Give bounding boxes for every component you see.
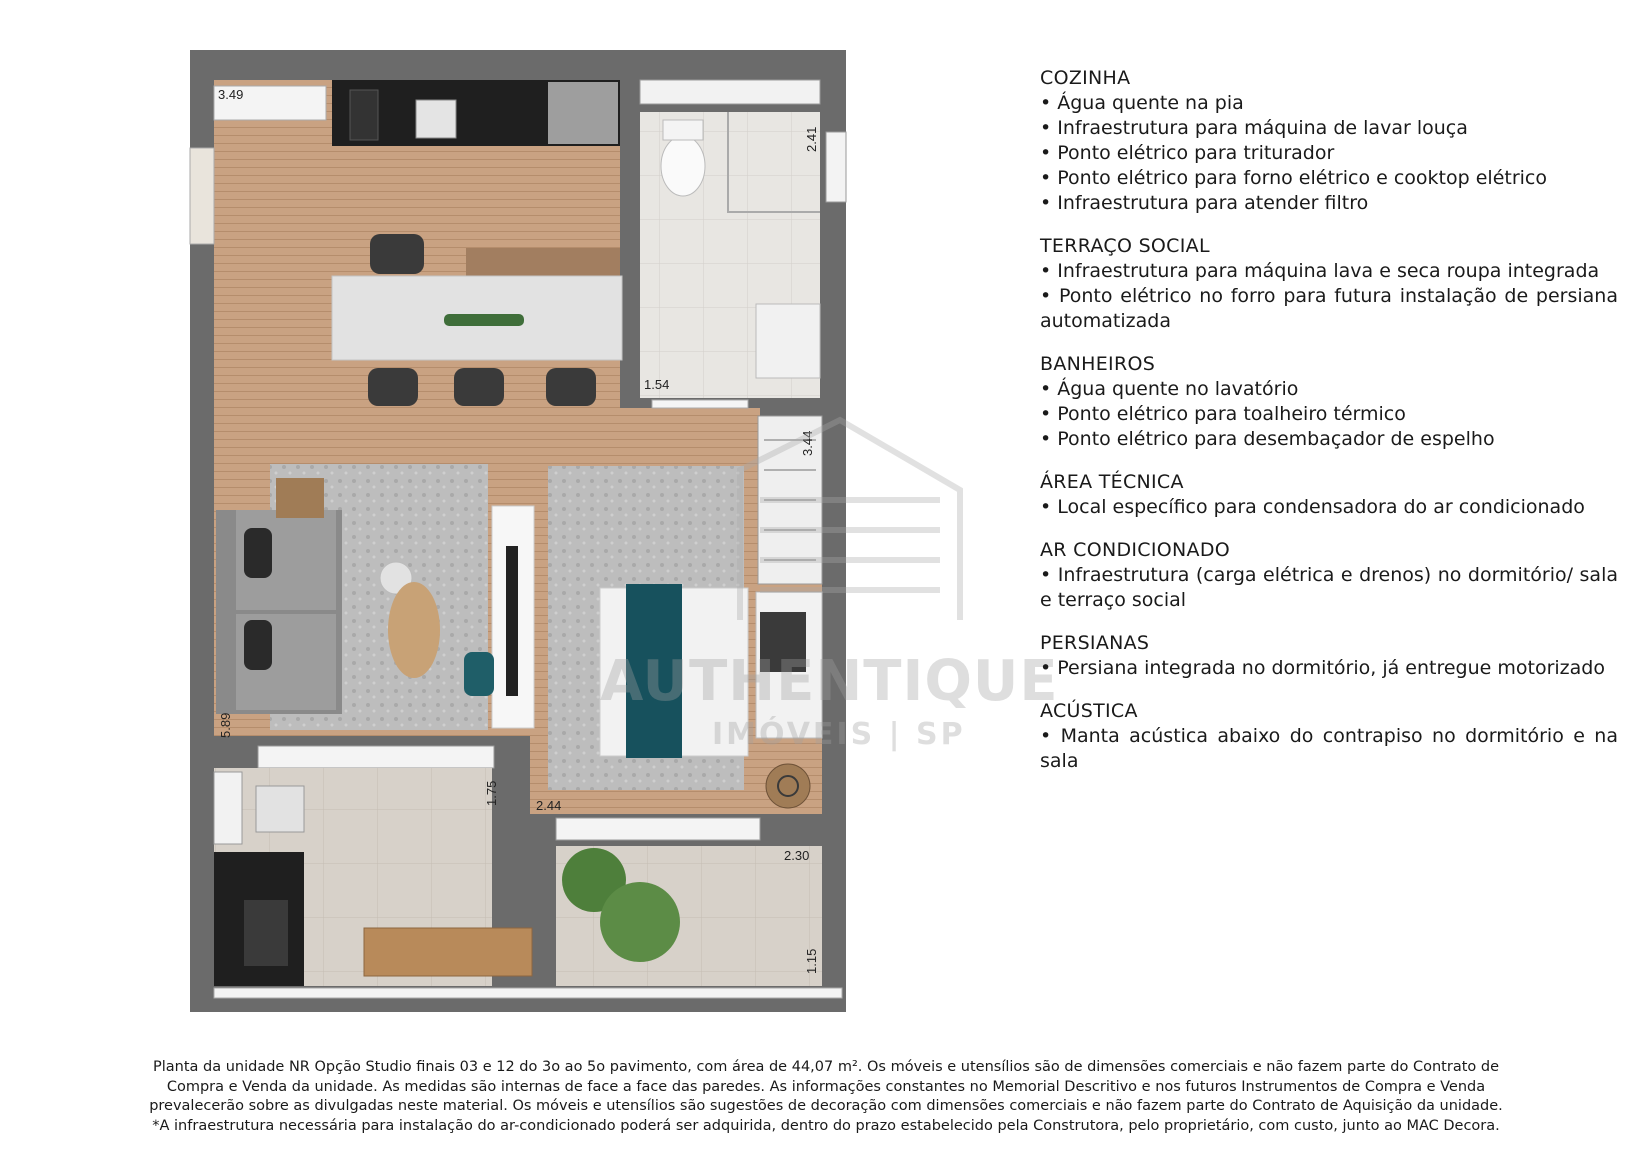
bathroom-door (652, 400, 748, 408)
dining-chair (546, 368, 596, 406)
feature-section-acustica (1040, 699, 1618, 774)
section-title: BANHEIROS (1040, 353, 1156, 375)
service-cabinet (214, 772, 242, 844)
watermark-line2: IMÓVEIS | SP (712, 717, 966, 752)
side-table (276, 478, 324, 518)
refrigerator (548, 82, 618, 144)
feature-section-persianas (1040, 631, 1618, 681)
dim-terrace-depth: 1.15 (804, 948, 819, 974)
feature-item: • Ponto elétrico no forro para futura instalação de persiana automatizada (1040, 285, 1618, 332)
kitchen-sink (416, 100, 456, 138)
bedroom-window (556, 818, 760, 840)
terrace-plant (600, 882, 680, 962)
table-plant (444, 314, 524, 326)
toilet (661, 136, 705, 196)
living-floor-extension (620, 408, 760, 464)
kitchen-window (190, 148, 214, 244)
footnote-line: prevalecerão sobre as divulgadas neste material. Os móveis e utensílios são sugestões de decoração com dimensões comerciais e não fazem parte do Contrato de Aquisição da unidade. (149, 1098, 1503, 1114)
footnote-line: Planta da unidade NR Opção Studio finais 03 e 12 do 3o ao 5o pavimento, com área de 44,07 m². Os móveis e utensílios são de dimensões comerciais e não fazem parte do Contrato de (153, 1059, 1499, 1075)
feature-item: • Persiana integrada no dormitório, já entregue motorizado (1040, 657, 1605, 679)
dim-bedroom-width: 2.44 (536, 798, 562, 813)
dining-chair (454, 368, 504, 406)
tv (506, 546, 518, 696)
dim-living-depth: 5.89 (218, 712, 233, 738)
dining-chair (370, 234, 424, 274)
grill (244, 900, 288, 966)
sofa-cushion (244, 528, 272, 578)
living-window (258, 746, 494, 768)
feature-item: • Ponto elétrico para desembaçador de espelho (1040, 428, 1495, 450)
feature-item: • Água quente no lavatório (1040, 378, 1299, 400)
feature-item: • Infraestrutura para máquina de lavar louça (1040, 117, 1468, 139)
feature-item: • Manta acústica abaixo do contrapiso no dormitório e na sala (1040, 725, 1618, 772)
bed-blanket (626, 584, 682, 758)
feature-item: • Ponto elétrico para forno elétrico e cooktop elétrico (1040, 167, 1547, 189)
sofa-cushion (244, 620, 272, 670)
feature-section-area-tecnica (1040, 470, 1618, 520)
feature-item: • Local específico para condensadora do ar condicionado (1040, 496, 1585, 518)
watermark-line1: AUTHENTIQUE (600, 649, 1059, 714)
section-title: AR CONDICIONADO (1040, 539, 1231, 561)
feature-section-banheiros (1040, 352, 1618, 452)
dining-chair (368, 368, 418, 406)
service-sink (256, 786, 304, 832)
footnote (40, 1058, 1612, 1136)
feature-section-terraco (1040, 234, 1618, 334)
coffee-table (388, 582, 440, 678)
toilet-tank (663, 120, 703, 140)
section-title: ACÚSTICA (1040, 700, 1138, 722)
dim-bath-depth: 2.41 (804, 126, 819, 152)
bathroom-door-strip (640, 80, 820, 104)
feature-item: • Ponto elétrico para toalheiro térmico (1040, 403, 1406, 425)
feature-section-ar-condicionado (1040, 538, 1618, 613)
feature-item: • Infraestrutura para atender filtro (1040, 192, 1369, 214)
feature-item: • Infraestrutura para máquina lava e seca roupa integrada (1040, 260, 1600, 282)
bathroom-sink (756, 304, 820, 378)
dim-bath-width: 1.54 (644, 377, 670, 392)
section-title: PERSIANAS (1040, 632, 1150, 654)
feature-section-cozinha (1040, 66, 1618, 216)
dim-terrace-width: 2.30 (784, 848, 810, 863)
footnote-line: *A infraestrutura necessária para instalação do ar-condicionado poderá ser adquirida, dentro do prazo estabelecido pela Construtora, pelo proprietário, com custo, junto ao MAC Decora. (152, 1117, 1500, 1134)
bathroom-window (826, 132, 846, 202)
feature-item: • Ponto elétrico para triturador (1040, 142, 1335, 164)
bench (364, 928, 532, 976)
cooktop (350, 90, 378, 140)
section-title: ÁREA TÉCNICA (1040, 471, 1184, 493)
armchair (464, 652, 494, 696)
features-list (1040, 66, 1618, 792)
section-title: TERRAÇO SOCIAL (1040, 235, 1210, 257)
dim-kitchen-width: 3.49 (218, 87, 244, 102)
nightstand (766, 764, 810, 808)
feature-item: • Água quente na pia (1040, 92, 1244, 114)
feature-item: • Infraestrutura (carga elétrica e drenos) no dormitório/ sala e terraço social (1040, 564, 1618, 611)
wardrobe-inner (760, 612, 806, 672)
dim-tech-area: 3.44 (800, 430, 815, 456)
section-title: COZINHA (1040, 67, 1131, 89)
terrace-rail (214, 988, 842, 998)
dim-service-depth: 1.75 (484, 780, 499, 806)
footnote-line: Compra e Venda da unidade. As medidas são internas de face a face das paredes. As informações constantes no Memorial Descritivo e nos futuros Instrumentos de Compra e Venda (166, 1078, 1486, 1095)
